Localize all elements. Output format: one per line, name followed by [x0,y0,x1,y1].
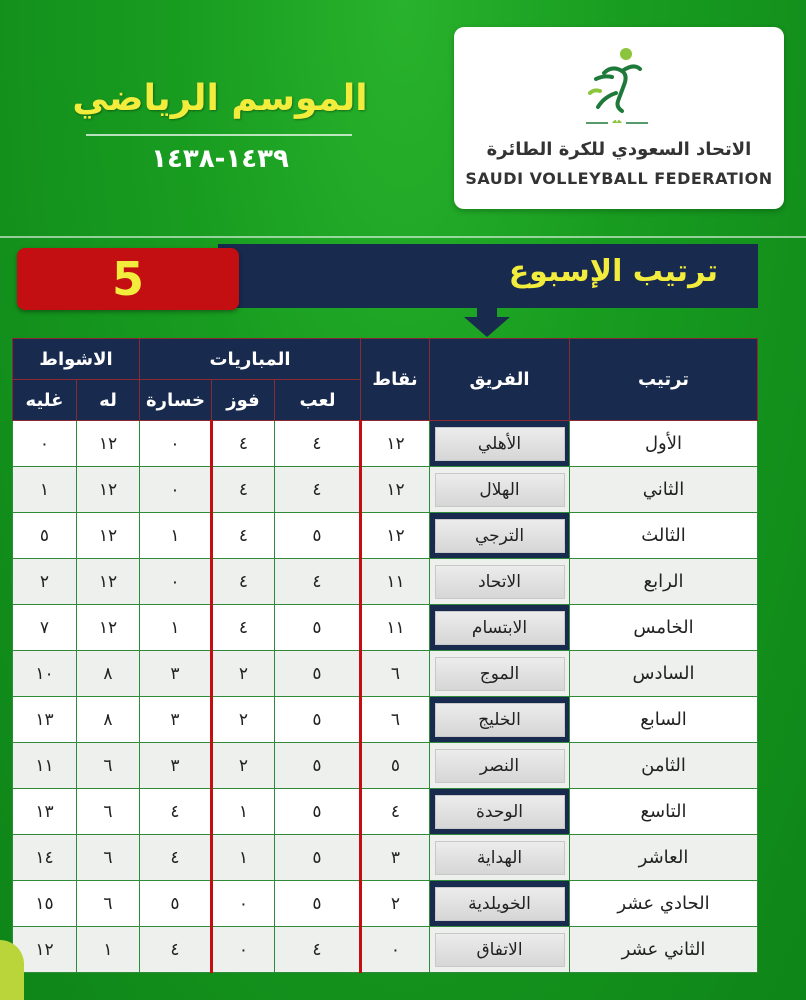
header-won: فوز [212,380,275,421]
table-row [13,513,758,559]
cell-won: ٤ [212,421,275,467]
header-team: الفريق [430,339,570,421]
table-row [13,743,758,789]
cell-played: ٥ [275,697,361,743]
table-row [13,651,758,697]
cell-points: ٦ [361,651,430,697]
cell-sets-against: ١٠ [13,651,77,697]
cell-played: ٥ [275,835,361,881]
cell-played: ٥ [275,651,361,697]
cell-won: ١ [212,789,275,835]
cell-sets-against: ١١ [13,743,77,789]
cell-sets-against: ١ [13,467,77,513]
team-name: الهداية [435,841,565,875]
cell-points: ١١ [361,559,430,605]
cell-lost: ٣ [140,697,212,743]
cell-sets-for: ٦ [77,835,140,881]
cell-team [430,835,570,881]
cell-sets-for: ٨ [77,651,140,697]
cell-sets-against: ١٢ [13,927,77,973]
cell-sets-for: ٨ [77,697,140,743]
volleyball-player-icon [582,45,652,127]
team-name: الابتسام [435,611,565,645]
cell-won: ٢ [212,697,275,743]
cell-team [430,927,570,973]
table-row [13,559,758,605]
cell-lost: ٣ [140,743,212,789]
cell-won: ١ [212,835,275,881]
header-points: نقاط [361,339,430,421]
cell-team [430,697,570,743]
cell-points: ٠ [361,927,430,973]
cell-sets-against: ١٣ [13,789,77,835]
cell-team [430,743,570,789]
table-row [13,697,758,743]
cell-played: ٥ [275,881,361,927]
cell-lost: ٤ [140,927,212,973]
federation-name-arabic: الاتحاد السعودي للكرة الطائرة [486,139,752,160]
cell-sets-for: ٦ [77,789,140,835]
cell-sets-against: ٢ [13,559,77,605]
team-name: الاتحاد [435,565,565,599]
table-row [13,835,758,881]
cell-team [430,559,570,605]
cell-won: ٠ [212,927,275,973]
team-name: الموج [435,657,565,691]
standings-body [13,421,758,973]
cell-played: ٥ [275,513,361,559]
cell-sets-against: ٥ [13,513,77,559]
cell-sets-against: ١٥ [13,881,77,927]
header-matches: المباريات [140,339,361,380]
cell-points: ٦ [361,697,430,743]
cell-rank: الثاني [570,467,758,513]
cell-team [430,421,570,467]
cell-points: ٣ [361,835,430,881]
team-name: الاتفاق [435,933,565,967]
cell-points: ١٢ [361,467,430,513]
cell-lost: ٤ [140,835,212,881]
arrow-down-icon [464,307,510,337]
cell-lost: ٣ [140,651,212,697]
cell-sets-for: ١٢ [77,605,140,651]
cell-sets-for: ٦ [77,881,140,927]
cell-rank: الرابع [570,559,758,605]
week-banner [218,244,758,308]
cell-sets-for: ٦ [77,743,140,789]
table-row [13,421,758,467]
cell-team [430,651,570,697]
cell-team [430,789,570,835]
cell-team [430,467,570,513]
cell-won: ٤ [212,467,275,513]
header-played: لعب [275,380,361,421]
table-row [13,927,758,973]
cell-won: ٠ [212,881,275,927]
table-row [13,789,758,835]
cell-sets-against: ١٣ [13,697,77,743]
week-number: 5 [111,252,144,306]
cell-played: ٥ [275,789,361,835]
cell-played: ٤ [275,927,361,973]
cell-lost: ١ [140,605,212,651]
cell-lost: ٠ [140,559,212,605]
cell-won: ٢ [212,743,275,789]
cell-rank: الثامن [570,743,758,789]
cell-played: ٥ [275,743,361,789]
header-rank: ترتيب [570,339,758,421]
season-title: الموسم الرياضي [72,78,368,119]
header-divider [0,236,806,238]
table-row [13,467,758,513]
cell-played: ٥ [275,605,361,651]
header-lost: خسارة [140,380,212,421]
cell-points: ٢ [361,881,430,927]
header-sets-for: له [77,380,140,421]
cell-sets-for: ١٢ [77,467,140,513]
cell-sets-against: ٠ [13,421,77,467]
cell-lost: ٠ [140,467,212,513]
cell-won: ٤ [212,605,275,651]
cell-rank: السابع [570,697,758,743]
cell-sets-against: ١٤ [13,835,77,881]
team-name: النصر [435,749,565,783]
cell-lost: ٥ [140,881,212,927]
cell-points: ١١ [361,605,430,651]
cell-team [430,881,570,927]
cell-team [430,605,570,651]
cell-won: ٤ [212,513,275,559]
cell-rank: الأول [570,421,758,467]
standings-table [12,338,757,970]
cell-rank: التاسع [570,789,758,835]
cell-rank: العاشر [570,835,758,881]
cell-won: ٤ [212,559,275,605]
cell-rank: الحادي عشر [570,881,758,927]
federation-logo-card [454,27,784,209]
table-row [13,881,758,927]
cell-team [430,513,570,559]
cell-played: ٤ [275,559,361,605]
team-name: الخليج [435,703,565,737]
cell-sets-for: ١٢ [77,421,140,467]
team-name: الأهلي [435,427,565,461]
cell-points: ١٢ [361,421,430,467]
cell-played: ٤ [275,467,361,513]
team-name: الهلال [435,473,565,507]
cell-sets-for: ١٢ [77,559,140,605]
cell-sets-against: ٧ [13,605,77,651]
cell-rank: الثاني عشر [570,927,758,973]
week-title: ترتيب الإسبوع [508,254,718,289]
season-divider [86,134,352,136]
cell-lost: ١ [140,513,212,559]
season-years: ١٤٣٩-١٤٣٨ [151,144,289,174]
cell-rank: الخامس [570,605,758,651]
table-row [13,605,758,651]
federation-name-english: SAUDI VOLLEYBALL FEDERATION [465,169,773,188]
cell-points: ١٢ [361,513,430,559]
team-name: الوحدة [435,795,565,829]
cell-played: ٤ [275,421,361,467]
cell-sets-for: ١٢ [77,513,140,559]
cell-rank: السادس [570,651,758,697]
week-number-badge [17,248,239,310]
cell-points: ٤ [361,789,430,835]
header-sets-against: غليه [13,380,77,421]
cell-lost: ٤ [140,789,212,835]
cell-won: ٢ [212,651,275,697]
team-name: الخويلدية [435,887,565,921]
team-name: الترجي [435,519,565,553]
cell-sets-for: ١ [77,927,140,973]
cell-lost: ٠ [140,421,212,467]
cell-points: ٥ [361,743,430,789]
header-sets: الاشواط [13,339,140,380]
cell-rank: الثالث [570,513,758,559]
